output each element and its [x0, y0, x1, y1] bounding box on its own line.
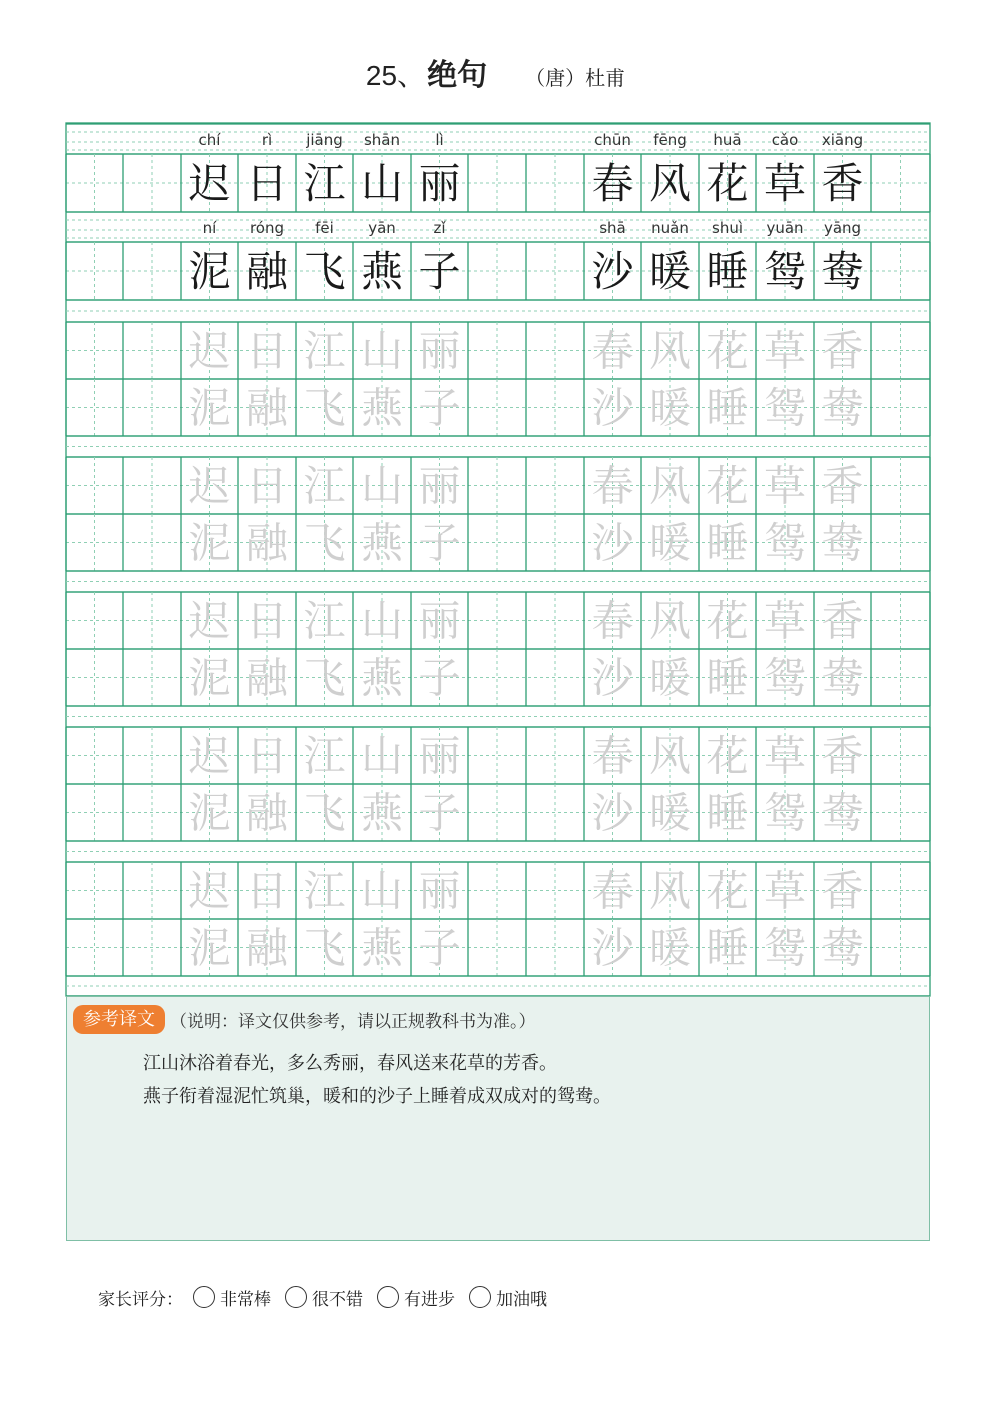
trace-character: 泥: [188, 923, 231, 973]
model-character: 飞: [303, 247, 346, 296]
trace-character: 风: [648, 866, 692, 916]
model-character: 子: [418, 247, 461, 296]
model-character: 融: [245, 247, 289, 296]
trace-character: 鸯: [821, 383, 864, 433]
rating-option-good[interactable]: [285, 1285, 363, 1310]
model-character: 花: [706, 159, 749, 208]
trace-character: 鸳: [763, 923, 807, 973]
trace-character: 江: [303, 731, 346, 781]
trace-character: 丽: [418, 326, 461, 376]
trace-character: 江: [303, 326, 346, 376]
translation-line-2: 燕子衔着湿泥忙筑巢，暖和的沙子上睡着成双成对的鸳鸯。: [143, 1086, 611, 1107]
trace-character: 风: [648, 596, 692, 646]
trace-character: 融: [245, 788, 289, 838]
trace-character: 鸳: [763, 518, 807, 568]
trace-character: 花: [706, 326, 749, 376]
trace-character: 香: [821, 461, 864, 511]
trace-character: 日: [245, 866, 289, 916]
trace-character: 子: [418, 383, 461, 433]
model-character: 睡: [706, 247, 749, 296]
radio-circle-icon[interactable]: [377, 1286, 399, 1308]
model-character: 香: [821, 159, 864, 208]
trace-character: 丽: [418, 596, 461, 646]
rating-label: 家长评分：: [98, 1289, 183, 1310]
trace-character: 日: [245, 596, 289, 646]
trace-character: 风: [648, 731, 692, 781]
trace-character: 风: [648, 326, 692, 376]
model-character: 风: [648, 159, 692, 208]
rating-option-label: 很不错: [312, 1289, 363, 1310]
trace-character: 春: [591, 461, 634, 511]
trace-character: 沙: [591, 653, 634, 703]
poem-title: 绝句: [427, 58, 488, 93]
trace-character: 鸳: [763, 383, 807, 433]
pinyin-text: zǐ: [433, 219, 446, 237]
trace-character: 迟: [188, 326, 231, 376]
model-character: 燕: [360, 247, 404, 296]
trace-character: 融: [245, 518, 289, 568]
trace-character: 山: [360, 326, 404, 376]
trace-character: 飞: [303, 788, 346, 838]
pinyin-text: chí: [198, 131, 221, 149]
trace-character: 泥: [188, 788, 231, 838]
pinyin-text: huā: [713, 131, 742, 149]
model-character: 鸯: [821, 247, 864, 296]
trace-character: 暖: [648, 653, 692, 703]
trace-character: 飞: [303, 923, 346, 973]
model-character: 山: [360, 159, 404, 208]
trace-character: 山: [360, 461, 404, 511]
trace-character: 融: [245, 383, 289, 433]
trace-character: 草: [763, 731, 807, 781]
model-character: 草: [763, 159, 807, 208]
trace-character: 泥: [188, 518, 231, 568]
trace-character: 睡: [706, 788, 749, 838]
trace-character: 燕: [360, 653, 404, 703]
trace-character: 山: [360, 596, 404, 646]
trace-character: 香: [821, 866, 864, 916]
model-character: 迟: [188, 159, 231, 208]
trace-character: 江: [303, 866, 346, 916]
rating-option-excellent[interactable]: [193, 1285, 271, 1310]
model-character: 日: [245, 159, 289, 208]
rating-option-keep-going[interactable]: [469, 1285, 547, 1310]
trace-character: 鸯: [821, 653, 864, 703]
trace-character: 泥: [188, 653, 231, 703]
trace-character: 春: [591, 866, 634, 916]
parent-rating: [98, 1280, 561, 1314]
trace-character: 睡: [706, 518, 749, 568]
trace-character: 鸯: [821, 518, 864, 568]
trace-character: 山: [360, 866, 404, 916]
trace-character: 迟: [188, 731, 231, 781]
rating-option-progress[interactable]: [377, 1285, 455, 1310]
pinyin-text: shān: [363, 131, 401, 149]
trace-character: 香: [821, 596, 864, 646]
trace-character: 春: [591, 326, 634, 376]
trace-character: 暖: [648, 518, 692, 568]
translation-badge: 参考译文: [73, 1005, 165, 1034]
model-character: 暖: [648, 247, 692, 296]
trace-character: 飞: [303, 383, 346, 433]
trace-character: 迟: [188, 596, 231, 646]
trace-character: 香: [821, 731, 864, 781]
trace-character: 融: [245, 923, 289, 973]
trace-character: 沙: [591, 788, 634, 838]
radio-circle-icon[interactable]: [285, 1286, 307, 1308]
pinyin-text: xiāng: [821, 131, 864, 149]
trace-character: 草: [763, 866, 807, 916]
pinyin-text: shā: [599, 219, 626, 237]
trace-character: 江: [303, 461, 346, 511]
trace-character: 飞: [303, 518, 346, 568]
rating-option-label: 有进步: [404, 1289, 455, 1310]
trace-character: 草: [763, 461, 807, 511]
translation-line-1: 江山沐浴着春光，多么秀丽，春风送来花草的芳香。: [143, 1053, 557, 1074]
trace-character: 睡: [706, 923, 749, 973]
trace-character: 融: [245, 653, 289, 703]
trace-character: 日: [245, 731, 289, 781]
trace-character: 日: [245, 461, 289, 511]
trace-character: 暖: [648, 788, 692, 838]
trace-character: 花: [706, 866, 749, 916]
rating-option-label: 非常棒: [220, 1289, 271, 1310]
trace-character: 暖: [648, 383, 692, 433]
pinyin-text: fēi: [315, 219, 334, 237]
trace-character: 风: [648, 461, 692, 511]
trace-character: 迟: [188, 461, 231, 511]
trace-character: 丽: [418, 731, 461, 781]
trace-character: 草: [763, 596, 807, 646]
trace-character: 燕: [360, 788, 404, 838]
trace-character: 子: [418, 653, 461, 703]
poem-author: （唐）杜甫: [525, 66, 626, 90]
trace-character: 春: [591, 731, 634, 781]
model-character: 江: [303, 159, 346, 208]
rating-option-label: 加油哦: [496, 1289, 547, 1310]
trace-character: 睡: [706, 383, 749, 433]
trace-character: 丽: [418, 866, 461, 916]
pinyin-text: shuì: [712, 219, 743, 237]
trace-character: 花: [706, 596, 749, 646]
pinyin-text: lì: [435, 131, 444, 149]
radio-circle-icon[interactable]: [193, 1286, 215, 1308]
pinyin-text: chūn: [594, 131, 631, 149]
pinyin-text: jiāng: [306, 131, 343, 149]
trace-character: 草: [763, 326, 807, 376]
lesson-number: 25、: [365, 60, 426, 91]
trace-character: 暖: [648, 923, 692, 973]
trace-character: 花: [706, 731, 749, 781]
model-character: 泥: [188, 247, 231, 296]
translation-note: （说明：译文仅供参考，请以正规教科书为准。）: [170, 1012, 536, 1032]
trace-character: 子: [418, 518, 461, 568]
model-character: 鸳: [763, 247, 807, 296]
trace-character: 泥: [188, 383, 231, 433]
model-character: 丽: [418, 159, 461, 208]
trace-character: 花: [706, 461, 749, 511]
trace-character: 子: [418, 923, 461, 973]
trace-character: 沙: [591, 383, 634, 433]
trace-character: 燕: [360, 383, 404, 433]
trace-character: 子: [418, 788, 461, 838]
trace-character: 沙: [591, 518, 634, 568]
pinyin-text: ní: [202, 219, 217, 237]
trace-character: 沙: [591, 923, 634, 973]
trace-character: 睡: [706, 653, 749, 703]
trace-character: 鸳: [763, 788, 807, 838]
trace-character: 飞: [303, 653, 346, 703]
trace-character: 丽: [418, 461, 461, 511]
pinyin-text: cǎo: [771, 131, 799, 149]
trace-character: 江: [303, 596, 346, 646]
trace-character: 鸯: [821, 788, 864, 838]
model-character: 沙: [591, 247, 634, 296]
trace-character: 鸯: [821, 923, 864, 973]
translation-box: [66, 996, 930, 1241]
pinyin-text: yāng: [823, 219, 862, 237]
pinyin-text: rì: [261, 131, 273, 149]
model-character: 春: [591, 159, 634, 208]
radio-circle-icon[interactable]: [469, 1286, 491, 1308]
pinyin-text: róng: [249, 219, 285, 237]
trace-character: 迟: [188, 866, 231, 916]
trace-character: 鸳: [763, 653, 807, 703]
pinyin-text: fēng: [653, 131, 687, 149]
trace-character: 燕: [360, 518, 404, 568]
pinyin-text: nuǎn: [651, 219, 689, 237]
trace-character: 香: [821, 326, 864, 376]
pinyin-text: yān: [368, 219, 396, 237]
trace-character: 燕: [360, 923, 404, 973]
pinyin-text: yuān: [766, 219, 804, 237]
trace-character: 山: [360, 731, 404, 781]
trace-character: 春: [591, 596, 634, 646]
trace-character: 日: [245, 326, 289, 376]
